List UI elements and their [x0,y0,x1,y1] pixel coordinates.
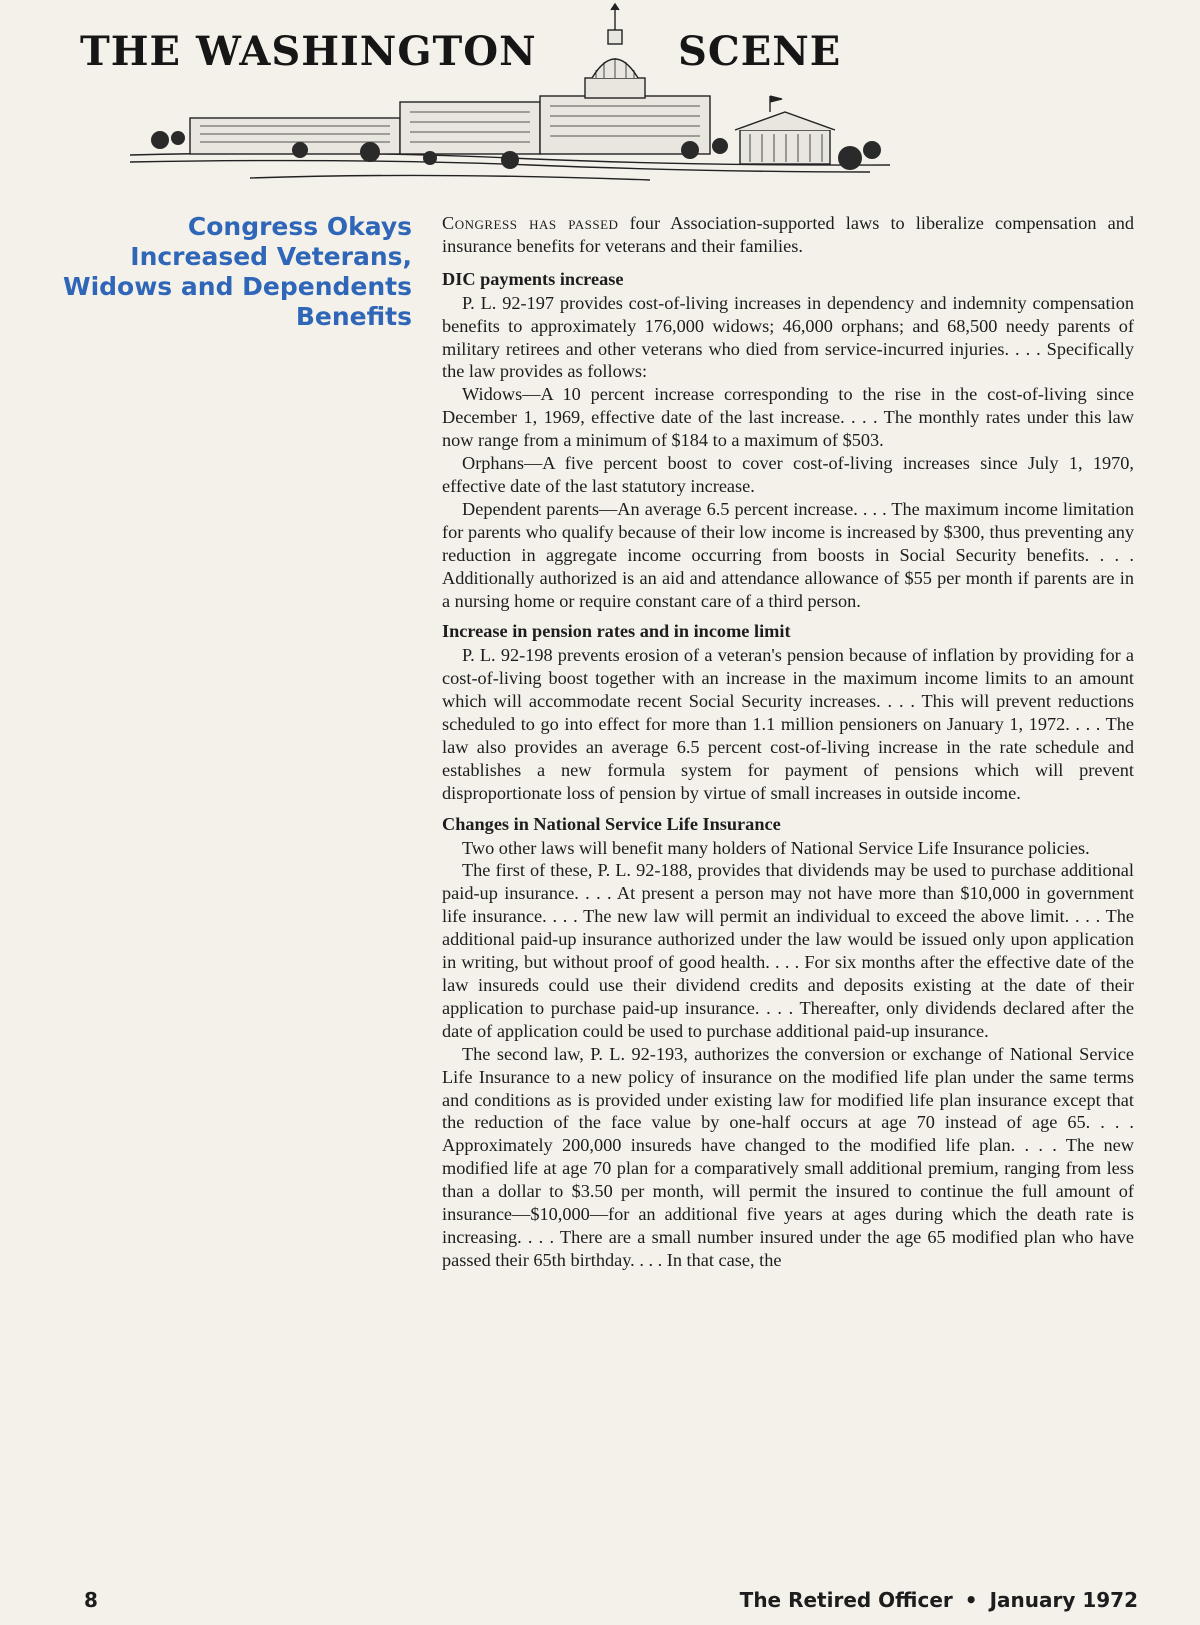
paragraph: P. L. 92-197 provides cost-of-living increases in dependency and indemnity compensation benefits to approximately 176,000 widows; 46,000 orphans; and 68,500 needy parents of military retirees and other veterans who died from service-incurred injuries. . . . Specifically the law provides as follows: [442,292,1134,382]
section-heading-nsli: Changes in National Service Life Insurance [442,813,781,834]
masthead-word-1: THE WASHINGTON [80,28,537,75]
publication-footer [740,1588,1138,1612]
intro-lead-smallcaps: Congress has passed [442,213,619,233]
section-heading-dic: DIC payments increase [442,268,624,289]
issue-date: January 1972 [989,1588,1138,1612]
intro-paragraph [442,212,1134,258]
publication-name: The Retired Officer [739,1588,953,1612]
paragraph: Widows—A 10 percent increase corresponding to the rise in the cost-of-living since December 1, 1969, effective date of the last increase. . . . The monthly rates under this law now range from a minimum of $184 to a maximum of $503. [442,384,1134,451]
page-number: 8 [84,1588,98,1612]
intro-text: four Association-supported laws to liberalize compensation and insurance benefits for veterans and their families. [442,213,1135,256]
paragraph: The second law, P. L. 92-193, authorizes the conversion or exchange of National Service Life Insurance to a new policy of insurance on the modified life plan under the same terms and conditions as is provided under existing law for modified life plan insurance except that the reduction of the face value by one-half occurs at age 70 instead of age 65. . . . Approximately 200,000 insureds have changed to the modified life plan. . . . The new modified life at age 70 plan for a comparatively small additional premium, ranging from less than a dollar to $3.50 per month, will permit the insured to continue the full amount of insurance—$10,000—for an additional five years at ages during which the death rate is increasing. . . . There are a small number insured under the age 65 modified plan who have passed their 65th birthday. . . . In that case, the [442,1043,1134,1270]
section-heading-pension: Increase in pension rates and in income limit [442,621,791,642]
article-body [442,212,1134,1272]
paragraph: The first of these, P. L. 92-188, provides that dividends may be used to purchase additional paid-up insurance. . . . At present a person may not have more than $10,000 in government life insurance. . . . The new law will permit an individual to exceed the above limit. . . . The additional paid-up insurance authorized under the law would be issued only upon application in writing, but without proof of good health. . . . For six months after the effective date of the law insureds could use their dividend credits and deposits existing at the date of their application to purchase paid-up insurance. . . . Thereafter, only dividends declared after the date of application could be used to purchase additional paid-up insurance. [442,860,1134,1041]
article-headline: Congress Okays Increased Veterans, Widows and Dependents Benefits [63,212,412,331]
masthead-word-2: SCENE [678,28,842,75]
paragraph: Two other laws will benefit many holders of National Service Life Insurance policies. [462,837,1090,858]
bullet-separator: • [964,1588,978,1612]
paragraph: Dependent parents—An average 6.5 percent increase. . . . The maximum income limitation for parents who qualify because of their low income is increased by $300, thus preventing any reduction in aggregate income occurring from boosts in Social Security benefits. . . . Additionally authorized is an aid and attendance allowance of $55 per month if parents are in a nursing home or require constant care of a third person. [442,498,1134,611]
paragraph: P. L. 92-198 prevents erosion of a veteran's pension because of inflation by providing for a cost-of-living boost together with an increase in the maximum income limits to an amount which will accommodate recent Social Security increases. . . . This will prevent reductions scheduled to go into effect for more than 1.1 million pensioners on January 1, 1972. . . . The law also provides an average 6.5 percent cost-of-living increase in the rate schedule and establishes a new formula system for payment of pensions which will prevent disproportionate loss of pension by virtue of small increases in outside income. [442,645,1134,803]
paragraph: Orphans—A five percent boost to cover cost-of-living increases since July 1, 1970, effective date of the last statutory increase. [442,453,1134,496]
